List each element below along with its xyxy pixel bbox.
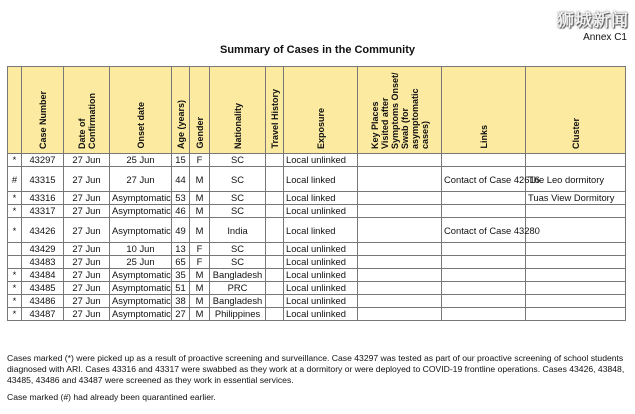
table-row	[8, 256, 626, 269]
cell-gender: M	[190, 205, 210, 218]
cell-date-of-confirmation: 27 Jun	[64, 154, 110, 167]
cell-key-places	[358, 295, 442, 308]
header-label: Date of Confirmation	[76, 93, 97, 149]
cell-row-marker	[8, 243, 22, 256]
header-links-col	[442, 67, 526, 154]
cell-nationality: India	[210, 218, 266, 243]
cell-links	[442, 269, 526, 282]
cell-gender: M	[190, 308, 210, 321]
cell-row-marker: *	[8, 308, 22, 321]
cell-links	[442, 192, 526, 205]
cell-key-places	[358, 205, 442, 218]
table-row	[8, 192, 626, 205]
cell-exposure: Local unlinked	[284, 282, 358, 295]
cell-age: 51	[172, 282, 190, 295]
cell-onset-date: 27 Jun	[110, 167, 172, 192]
cell-row-marker: *	[8, 218, 22, 243]
cell-case-number: 43486	[22, 295, 64, 308]
cell-nationality: SC	[210, 205, 266, 218]
cell-key-places	[358, 167, 442, 192]
cell-nationality: SC	[210, 167, 266, 192]
cell-row-marker	[8, 256, 22, 269]
cell-nationality: PRC	[210, 282, 266, 295]
cell-age: 13	[172, 243, 190, 256]
header-label: Links	[478, 125, 489, 149]
cell-gender: M	[190, 295, 210, 308]
cell-links: Contact of Case 43280	[442, 218, 526, 243]
table-row	[8, 218, 626, 243]
footnotes	[7, 353, 627, 409]
cases-table	[7, 66, 626, 321]
annex-label: Annex C1	[583, 32, 627, 43]
cell-travel-history	[266, 218, 284, 243]
cell-exposure: Local linked	[284, 167, 358, 192]
header-travel-history-col	[266, 67, 284, 154]
cell-case-number: 43429	[22, 243, 64, 256]
table-row	[8, 243, 626, 256]
cell-travel-history	[266, 308, 284, 321]
cell-onset-date: Asymptomatic	[110, 269, 172, 282]
header-label: Travel History	[269, 89, 280, 149]
cell-onset-date: Asymptomatic	[110, 218, 172, 243]
cell-date-of-confirmation: 27 Jun	[64, 308, 110, 321]
cell-age: 53	[172, 192, 190, 205]
footnote-proactive-screening: Cases marked (*) were picked up as a result of proactive screening and surveillance. Case 43297 was tested as part of our proactive screening of school students diagnosed with ARI. Cases 43316 and 43317 were swabbed as they work at a dormitory or were deployed to COVID-19 frontline operations. Cases 43426, 43848, 43485, 43486 and 43487 were screened as they work in essential services.	[7, 353, 625, 385]
cell-date-of-confirmation: 27 Jun	[64, 243, 110, 256]
cell-date-of-confirmation: 27 Jun	[64, 167, 110, 192]
header-label: Nationality	[232, 102, 243, 149]
cell-case-number: 43483	[22, 256, 64, 269]
header-label: Cluster	[570, 117, 581, 149]
header-label: Key Places Visited after Symptoms Onset/ Swab (for asymptomatic cases)	[369, 72, 430, 149]
cell-date-of-confirmation: 27 Jun	[64, 192, 110, 205]
cell-onset-date: 25 Jun	[110, 154, 172, 167]
cell-date-of-confirmation: 27 Jun	[64, 295, 110, 308]
cell-key-places	[358, 269, 442, 282]
header-label: Gender	[194, 117, 205, 149]
header-cluster-col	[526, 67, 626, 154]
header-label: Case Number	[37, 90, 48, 149]
cell-key-places	[358, 243, 442, 256]
cell-cluster	[526, 269, 626, 282]
cell-exposure: Local linked	[284, 192, 358, 205]
cell-exposure: Local unlinked	[284, 205, 358, 218]
cell-key-places	[358, 154, 442, 167]
cell-gender: M	[190, 218, 210, 243]
cell-onset-date: Asymptomatic	[110, 282, 172, 295]
cell-age: 15	[172, 154, 190, 167]
cell-exposure: Local unlinked	[284, 269, 358, 282]
cell-links	[442, 308, 526, 321]
cell-exposure: Local unlinked	[284, 308, 358, 321]
header-exposure-col	[284, 67, 358, 154]
cell-nationality: SC	[210, 192, 266, 205]
cell-gender: F	[190, 243, 210, 256]
cell-row-marker: *	[8, 192, 22, 205]
cell-gender: F	[190, 256, 210, 269]
cell-nationality: Bangladesh	[210, 295, 266, 308]
cell-row-marker: *	[8, 295, 22, 308]
cell-case-number: 43317	[22, 205, 64, 218]
header-case-number-col	[22, 67, 64, 154]
cell-case-number: 43485	[22, 282, 64, 295]
cell-nationality: SC	[210, 256, 266, 269]
header-label: Age (years)	[175, 99, 186, 149]
cell-cluster	[526, 308, 626, 321]
cell-age: 65	[172, 256, 190, 269]
cell-travel-history	[266, 205, 284, 218]
cell-age: 49	[172, 218, 190, 243]
header-mark-col	[8, 67, 22, 154]
header-age-col	[172, 67, 190, 154]
cell-exposure: Local unlinked	[284, 295, 358, 308]
header-nationality-col	[210, 67, 266, 154]
cell-cluster	[526, 256, 626, 269]
cell-date-of-confirmation: 27 Jun	[64, 205, 110, 218]
cell-date-of-confirmation: 27 Jun	[64, 256, 110, 269]
cell-travel-history	[266, 295, 284, 308]
cell-onset-date: Asymptomatic	[110, 192, 172, 205]
cell-exposure: Local unlinked	[284, 154, 358, 167]
footnote-quarantined: Case marked (#) had already been quarantined earlier.	[7, 392, 216, 402]
cell-case-number: 43315	[22, 167, 64, 192]
header-label: Exposure	[315, 107, 326, 149]
cell-exposure: Local linked	[284, 218, 358, 243]
header-date-of-confirmation-col	[64, 67, 110, 154]
cell-case-number: 43316	[22, 192, 64, 205]
cell-travel-history	[266, 167, 284, 192]
cell-onset-date: Asymptomatic	[110, 308, 172, 321]
cell-links	[442, 256, 526, 269]
cell-cluster	[526, 282, 626, 295]
watermark-logo: 狮城新闻	[557, 11, 629, 31]
cell-onset-date: Asymptomatic	[110, 295, 172, 308]
cell-cluster	[526, 243, 626, 256]
cell-cluster: Tuas View Dormitory	[526, 192, 626, 205]
cell-key-places	[358, 308, 442, 321]
table-row	[8, 269, 626, 282]
cell-key-places	[358, 282, 442, 295]
table-row	[8, 282, 626, 295]
cell-links	[442, 154, 526, 167]
cell-case-number: 43487	[22, 308, 64, 321]
table-row	[8, 154, 626, 167]
document-title: Summary of Cases in the Community	[220, 44, 415, 56]
cell-date-of-confirmation: 27 Jun	[64, 269, 110, 282]
cell-links	[442, 295, 526, 308]
cell-gender: M	[190, 192, 210, 205]
table-row	[8, 205, 626, 218]
cell-links	[442, 205, 526, 218]
cell-case-number: 43426	[22, 218, 64, 243]
cell-links	[442, 243, 526, 256]
cell-row-marker: *	[8, 154, 22, 167]
cell-travel-history	[266, 154, 284, 167]
cell-gender: M	[190, 167, 210, 192]
header-key-places-col	[358, 67, 442, 154]
cell-exposure: Local unlinked	[284, 256, 358, 269]
cell-onset-date: 25 Jun	[110, 256, 172, 269]
table-row	[8, 308, 626, 321]
cell-row-marker: *	[8, 269, 22, 282]
cell-links: Contact of Case 42616	[442, 167, 526, 192]
cell-onset-date: 10 Jun	[110, 243, 172, 256]
cell-case-number: 43297	[22, 154, 64, 167]
cell-date-of-confirmation: 27 Jun	[64, 218, 110, 243]
cell-key-places	[358, 256, 442, 269]
cell-age: 27	[172, 308, 190, 321]
cell-travel-history	[266, 243, 284, 256]
header-label: Onset date	[135, 102, 146, 149]
cell-gender: M	[190, 269, 210, 282]
cell-row-marker: *	[8, 205, 22, 218]
cell-key-places	[358, 192, 442, 205]
cell-cluster	[526, 205, 626, 218]
cell-onset-date: Asymptomatic	[110, 205, 172, 218]
table-row	[8, 167, 626, 192]
cell-nationality: Philippines	[210, 308, 266, 321]
cell-row-marker: *	[8, 282, 22, 295]
cell-age: 38	[172, 295, 190, 308]
cell-travel-history	[266, 269, 284, 282]
cell-cluster	[526, 218, 626, 243]
header-row	[8, 67, 626, 154]
header-gender-col	[190, 67, 210, 154]
cell-nationality: Bangladesh	[210, 269, 266, 282]
table-body	[8, 154, 626, 321]
cell-nationality: SC	[210, 243, 266, 256]
cell-gender: F	[190, 154, 210, 167]
cell-links	[442, 282, 526, 295]
cell-cluster	[526, 154, 626, 167]
cell-travel-history	[266, 256, 284, 269]
cell-cluster	[526, 295, 626, 308]
cell-exposure: Local unlinked	[284, 243, 358, 256]
cell-case-number: 43484	[22, 269, 64, 282]
cell-age: 46	[172, 205, 190, 218]
cell-travel-history	[266, 192, 284, 205]
cell-key-places	[358, 218, 442, 243]
cell-travel-history	[266, 282, 284, 295]
cell-date-of-confirmation: 27 Jun	[64, 282, 110, 295]
cell-nationality: SC	[210, 154, 266, 167]
table-row	[8, 295, 626, 308]
cell-age: 35	[172, 269, 190, 282]
cell-age: 44	[172, 167, 190, 192]
header-onset-date-col	[110, 67, 172, 154]
cell-row-marker: #	[8, 167, 22, 192]
cell-gender: M	[190, 282, 210, 295]
cell-cluster: The Leo dormitory	[526, 167, 626, 192]
